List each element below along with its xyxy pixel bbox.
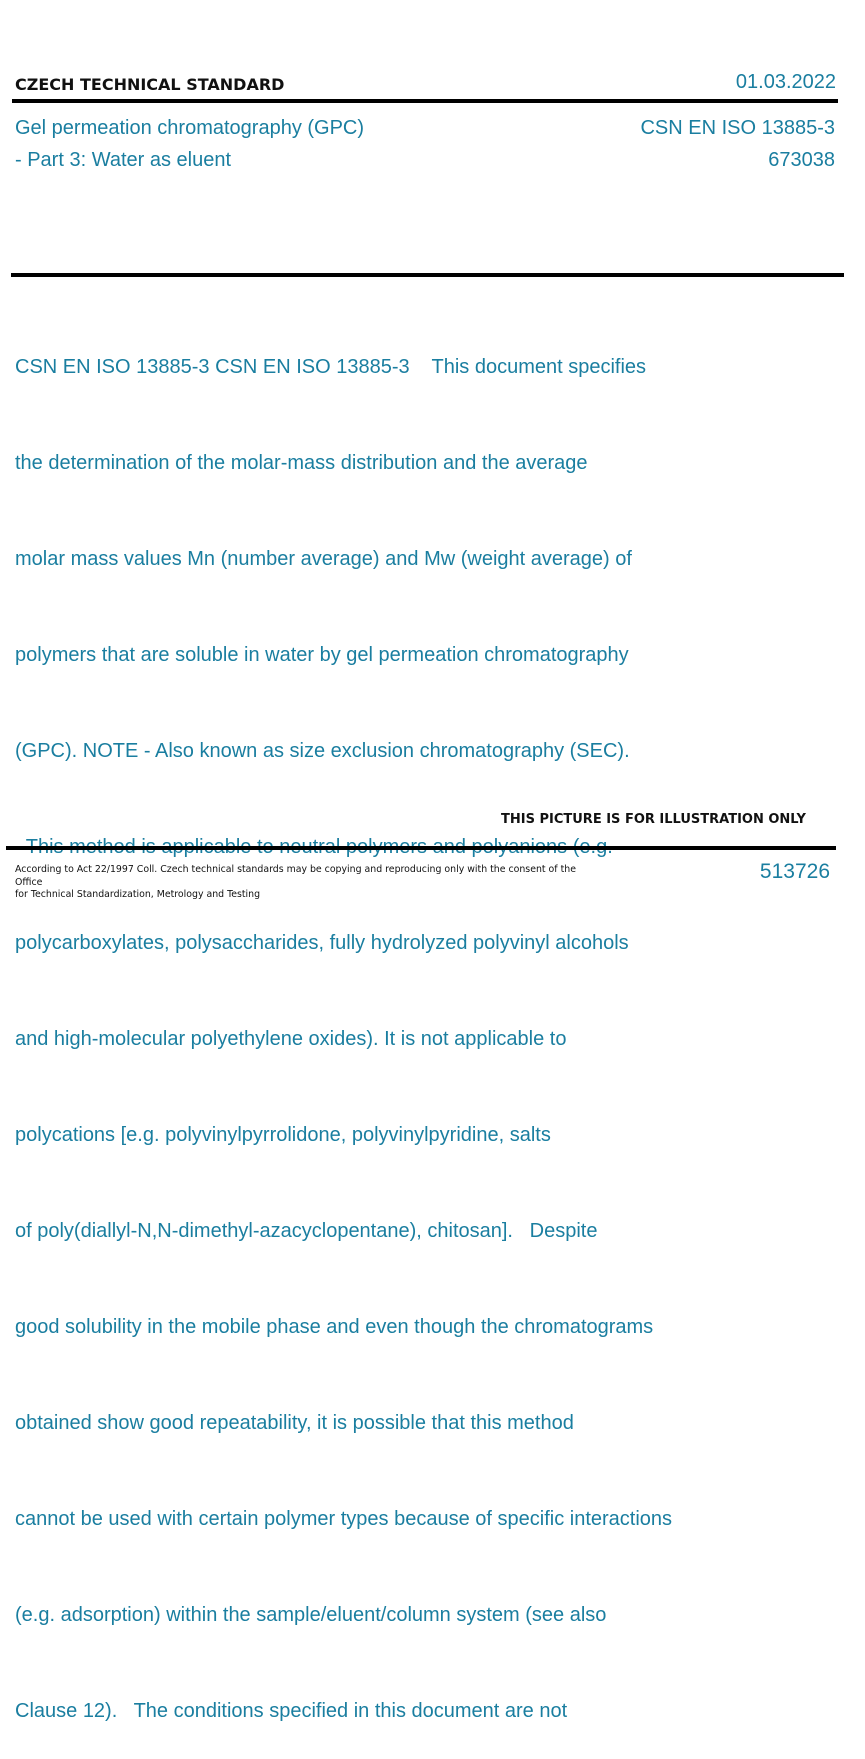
illustration-note: THIS PICTURE IS FOR ILLUSTRATION ONLY bbox=[501, 812, 806, 827]
issue-date: 01.03.2022 bbox=[735, 71, 836, 93]
footer-divider bbox=[6, 846, 836, 850]
abstract-line: (e.g. adsorption) within the sample/eluent/column system (see also bbox=[15, 1604, 607, 1626]
header-divider bbox=[12, 99, 838, 103]
abstract-line: polymers that are soluble in water by gel permeation chromatography bbox=[15, 644, 629, 666]
legal-line-1: According to Act 22/1997 Coll. Czech technical standards may be copying and reproducing only with the consent of the Office bbox=[15, 864, 576, 888]
title-line-2: - Part 3: Water as eluent bbox=[15, 149, 232, 171]
standard-label: CZECH TECHNICAL STANDARD bbox=[15, 75, 285, 94]
abstract-line: of poly(diallyl-N,N-dimethyl-azacyclopentane), chitosan]. Despite bbox=[15, 1220, 598, 1242]
abstract-text bbox=[15, 287, 735, 1759]
abstract-line: molar mass values Mn (number average) and Mw (weight average) of bbox=[15, 548, 632, 570]
abstract-line: polycarboxylates, polysaccharides, fully hydrolyzed polyvinyl alcohols bbox=[15, 932, 629, 954]
abstract-line: good solubility in the mobile phase and even though the chromatograms bbox=[15, 1316, 654, 1338]
footer-code: 513726 bbox=[759, 860, 830, 883]
abstract-line: Clause 12). The conditions specified in this document are not bbox=[15, 1700, 568, 1722]
title-line-1: Gel permeation chromatography (GPC) bbox=[15, 117, 365, 139]
abstract-line: CSN EN ISO 13885-3 CSN EN ISO 13885-3 This document specifies bbox=[15, 356, 647, 378]
standard-code: CSN EN ISO 13885-3 bbox=[640, 117, 835, 139]
abstract-line: polycations [e.g. polyvinylpyrrolidone, polyvinylpyridine, salts bbox=[15, 1124, 551, 1146]
abstract-line: cannot be used with certain polymer types because of specific interactions bbox=[15, 1508, 673, 1530]
abstract-line: and high-molecular polyethylene oxides). It is not applicable to bbox=[15, 1028, 567, 1050]
legal-line-2: for Technical Standardization, Metrology and Testing bbox=[15, 889, 261, 900]
section-divider bbox=[11, 273, 844, 277]
legal-notice bbox=[15, 864, 595, 902]
abstract-line: the determination of the molar-mass distribution and the average bbox=[15, 452, 588, 474]
catalog-number: 673038 bbox=[768, 149, 835, 171]
abstract-line: obtained show good repeatability, it is possible that this method bbox=[15, 1412, 574, 1434]
abstract-line: (GPC). NOTE - Also known as size exclusion chromatography (SEC). bbox=[15, 740, 630, 762]
